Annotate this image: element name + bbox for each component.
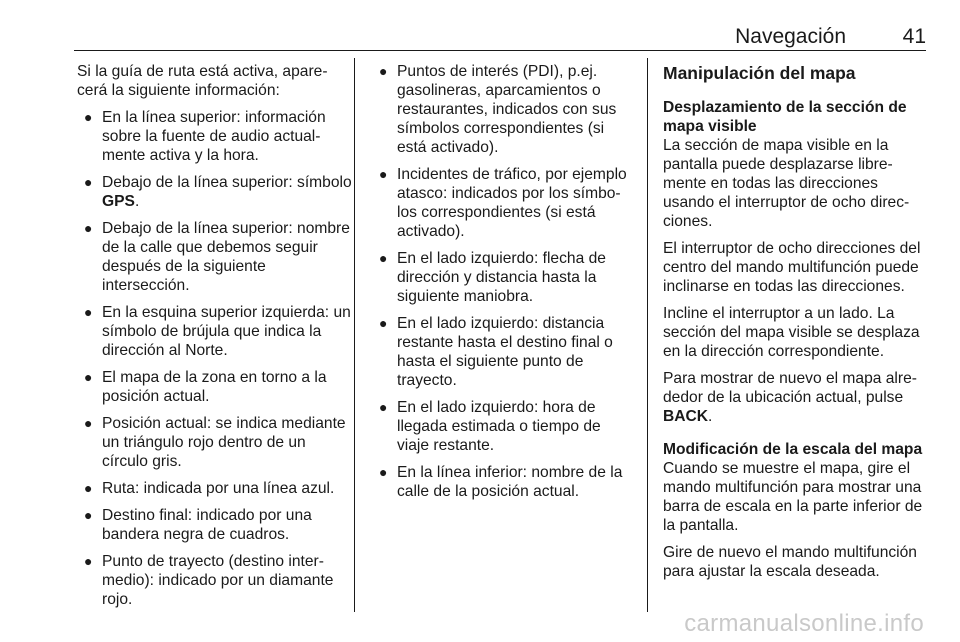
paragraph: Para mostrar de nuevo el mapa alre-dedor de la ubicación actual, pulse BACK. bbox=[663, 370, 917, 425]
list-item: ● Punto de trayecto (destino inter-medio): indicado por un diamante rojo. bbox=[84, 553, 334, 608]
list-item: ● Destino final: indicado por una bandera negra de cuadros. bbox=[84, 507, 312, 543]
list-item: ● En el lado izquierdo: hora de llegada estimada o tiempo de viaje restante. bbox=[379, 399, 601, 454]
section-heading: Manipulación del mapa bbox=[663, 63, 856, 83]
bullet-icon: ● bbox=[84, 109, 93, 125]
paragraph: Incline el interruptor a un lado. La sección del mapa visible se desplaza en la dirección correspondiente. bbox=[663, 305, 920, 360]
list-item: ● El mapa de la zona en torno a la posición actual. bbox=[84, 369, 327, 405]
paragraph: El interruptor de ocho direcciones del centro del mando multifunción puede inclinarse en todas las direcciones. bbox=[663, 240, 921, 295]
gps-label: GPS bbox=[102, 193, 135, 210]
column-divider bbox=[354, 58, 355, 612]
bullet-icon: ● bbox=[84, 369, 93, 385]
intro-paragraph: Si la guía de ruta está activa, apare-cerá la siguiente información: bbox=[77, 63, 328, 99]
bullet-icon: ● bbox=[379, 63, 388, 79]
list-item: ● Ruta: indicada por una línea azul. bbox=[84, 480, 335, 497]
column-1 bbox=[77, 62, 352, 617]
list-item: ● Incidentes de tráfico, por ejemplo atasco: indicados por los símbo-los correspondientes (si está activado). bbox=[379, 166, 627, 240]
list-item: ● En el lado izquierdo: distancia restante hasta el destino final o hasta el siguiente punto de trayecto. bbox=[379, 315, 613, 389]
list-item: ● Puntos de interés (PDI), p.ej. gasolineras, aparcamientos o restaurantes, indicados con sus símbolos correspondientes (si está activado). bbox=[379, 63, 617, 156]
column-2 bbox=[372, 62, 634, 509]
paragraph: La sección de mapa visible en la pantalla puede desplazarse libre-mente en todas las direcciones usando el interruptor de ocho direc-ciones. bbox=[663, 137, 910, 230]
column-divider bbox=[647, 58, 648, 612]
subsection-heading: Modificación de la escala del mapa bbox=[663, 441, 923, 458]
column-3 bbox=[663, 62, 928, 589]
list-item: ● Debajo de la línea superior: nombre de la calle que debemos seguir después de la siguiente intersección. bbox=[84, 220, 350, 294]
subsection-heading: Desplazamiento de la sección de mapa visible bbox=[663, 99, 907, 135]
bullet-icon: ● bbox=[379, 250, 388, 266]
list-item: ● En la línea inferior: nombre de la calle de la posición actual. bbox=[379, 464, 623, 500]
bullet-icon: ● bbox=[379, 166, 388, 182]
bullet-icon: ● bbox=[379, 464, 388, 480]
bullet-icon: ● bbox=[84, 507, 93, 523]
list-item: ● En el lado izquierdo: flecha de dirección y distancia hasta la siguiente maniobra. bbox=[379, 250, 606, 305]
watermark: carmanualsonline.info bbox=[684, 610, 924, 637]
list-item: ● Posición actual: se indica mediante un triángulo rojo dentro de un círculo gris. bbox=[84, 415, 346, 470]
paragraph: Cuando se muestre el mapa, gire el mando multifunción para mostrar una barra de escala en la parte inferior de la pantalla. bbox=[663, 460, 923, 534]
bullet-icon: ● bbox=[84, 220, 93, 236]
page-title: Navegación bbox=[735, 25, 846, 48]
back-label: BACK bbox=[663, 408, 709, 425]
info-list-continued bbox=[372, 62, 634, 501]
info-list bbox=[77, 108, 352, 609]
bullet-icon: ● bbox=[84, 553, 93, 569]
list-item: ● En la esquina superior izquierda: un símbolo de brújula que indica la dirección al Norte. bbox=[84, 304, 351, 359]
bullet-icon: ● bbox=[379, 315, 388, 331]
list-item: ● En la línea superior: información sobre la fuente de audio actual-mente activa y la hora. bbox=[84, 109, 326, 164]
page-header bbox=[74, 0, 926, 51]
bullet-icon: ● bbox=[379, 399, 388, 415]
bullet-icon: ● bbox=[84, 304, 93, 320]
bullet-icon: ● bbox=[84, 174, 93, 190]
bullet-icon: ● bbox=[84, 415, 93, 431]
paragraph: Gire de nuevo el mando multifunción para ajustar la escala deseada. bbox=[663, 544, 917, 580]
list-item: ● Debajo de la línea superior: símbolo GPS. bbox=[84, 174, 352, 210]
bullet-icon: ● bbox=[84, 480, 93, 496]
page-number: 41 bbox=[902, 25, 926, 48]
